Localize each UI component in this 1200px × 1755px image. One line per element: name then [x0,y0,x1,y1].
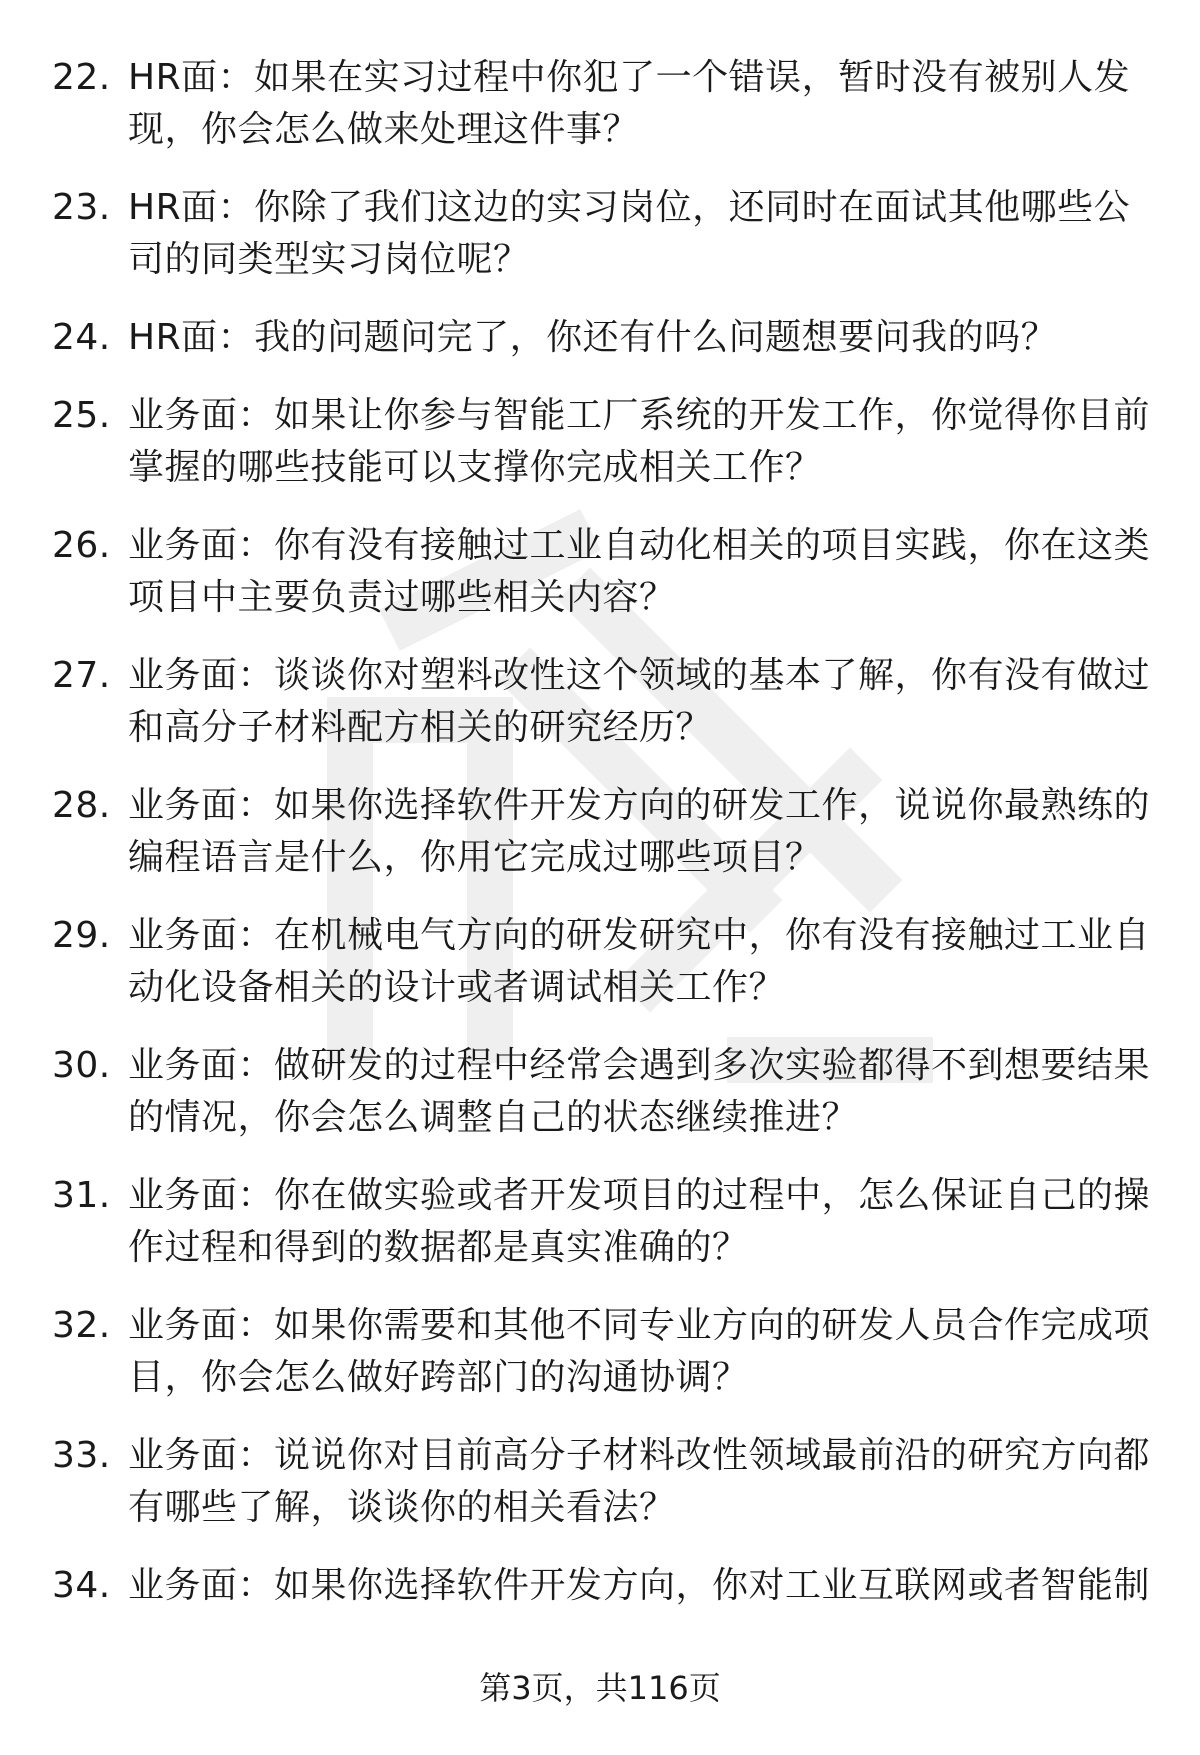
question-item-22 [0,52,1200,156]
question-number: 27. [52,655,111,696]
question-text: 业务面：说说你对目前高分子材料改性领域最前沿的研究方向都有哪些了解，谈谈你的相关看法？ [128,1435,1151,1528]
question-item-24 [0,312,1200,364]
question-text: 业务面：谈谈你对塑料改性这个领域的基本了解，你有没有做过和高分子材料配方相关的研究经历？ [128,655,1151,748]
question-number: 22. [52,57,111,98]
question-item-29 [0,910,1200,1014]
question-number: 32. [52,1305,111,1346]
question-text: 业务面：做研发的过程中经常会遇到多次实验都得不到想要结果的情况，你会怎么调整自己的状态继续推进？ [128,1045,1151,1138]
question-list [0,52,1200,1638]
page-footer [0,1666,1200,1710]
question-number: 25. [52,395,111,436]
question-text: 业务面：在机械电气方向的研发研究中，你有没有接触过工业自动化设备相关的设计或者调试相关工作？ [128,915,1151,1008]
question-item-32 [0,1300,1200,1404]
question-text: HR面：如果在实习过程中你犯了一个错误，暂时没有被别人发现，你会怎么做来处理这件事？ [128,57,1131,150]
question-text: HR面：你除了我们这边的实习岗位，还同时在面试其他哪些公司的同类型实习岗位呢？ [128,187,1131,280]
question-number: 31. [52,1175,111,1216]
question-number: 24. [52,317,111,358]
question-text: 业务面：如果让你参与智能工厂系统的开发工作，你觉得你目前掌握的哪些技能可以支撑你完成相关工作？ [128,395,1151,488]
question-text: HR面：我的问题问完了，你还有什么问题想要问我的吗？ [128,317,1058,358]
question-item-28 [0,780,1200,884]
question-item-30 [0,1040,1200,1144]
question-number: 29. [52,915,111,956]
question-item-27 [0,650,1200,754]
question-text: 业务面：你在做实验或者开发项目的过程中，怎么保证自己的操作过程和得到的数据都是真实准确的？ [128,1175,1151,1268]
question-item-33 [0,1430,1200,1534]
question-text: 业务面：如果你选择软件开发方向的研发工作，说说你最熟练的编程语言是什么，你用它完成过哪些项目？ [128,785,1151,878]
question-number: 26. [52,525,111,566]
page-number-label: 第3页，共116页 [479,1669,721,1707]
question-number: 33. [52,1435,111,1476]
question-text: 业务面：你有没有接触过工业自动化相关的项目实践，你在这类项目中主要负责过哪些相关内容？ [128,525,1151,618]
question-number: 23. [52,187,111,228]
question-text: 业务面：如果你选择软件开发方向，你对工业互联网或者智能制 [128,1565,1151,1606]
question-item-25 [0,390,1200,494]
question-item-31 [0,1170,1200,1274]
question-text: 业务面：如果你需要和其他不同专业方向的研发人员合作完成项目，你会怎么做好跨部门的沟通协调？ [128,1305,1151,1398]
question-item-34 [0,1560,1200,1612]
question-item-23 [0,182,1200,286]
question-number: 30. [52,1045,111,1086]
question-number: 34. [52,1565,111,1606]
question-number: 28. [52,785,111,826]
question-item-26 [0,520,1200,624]
